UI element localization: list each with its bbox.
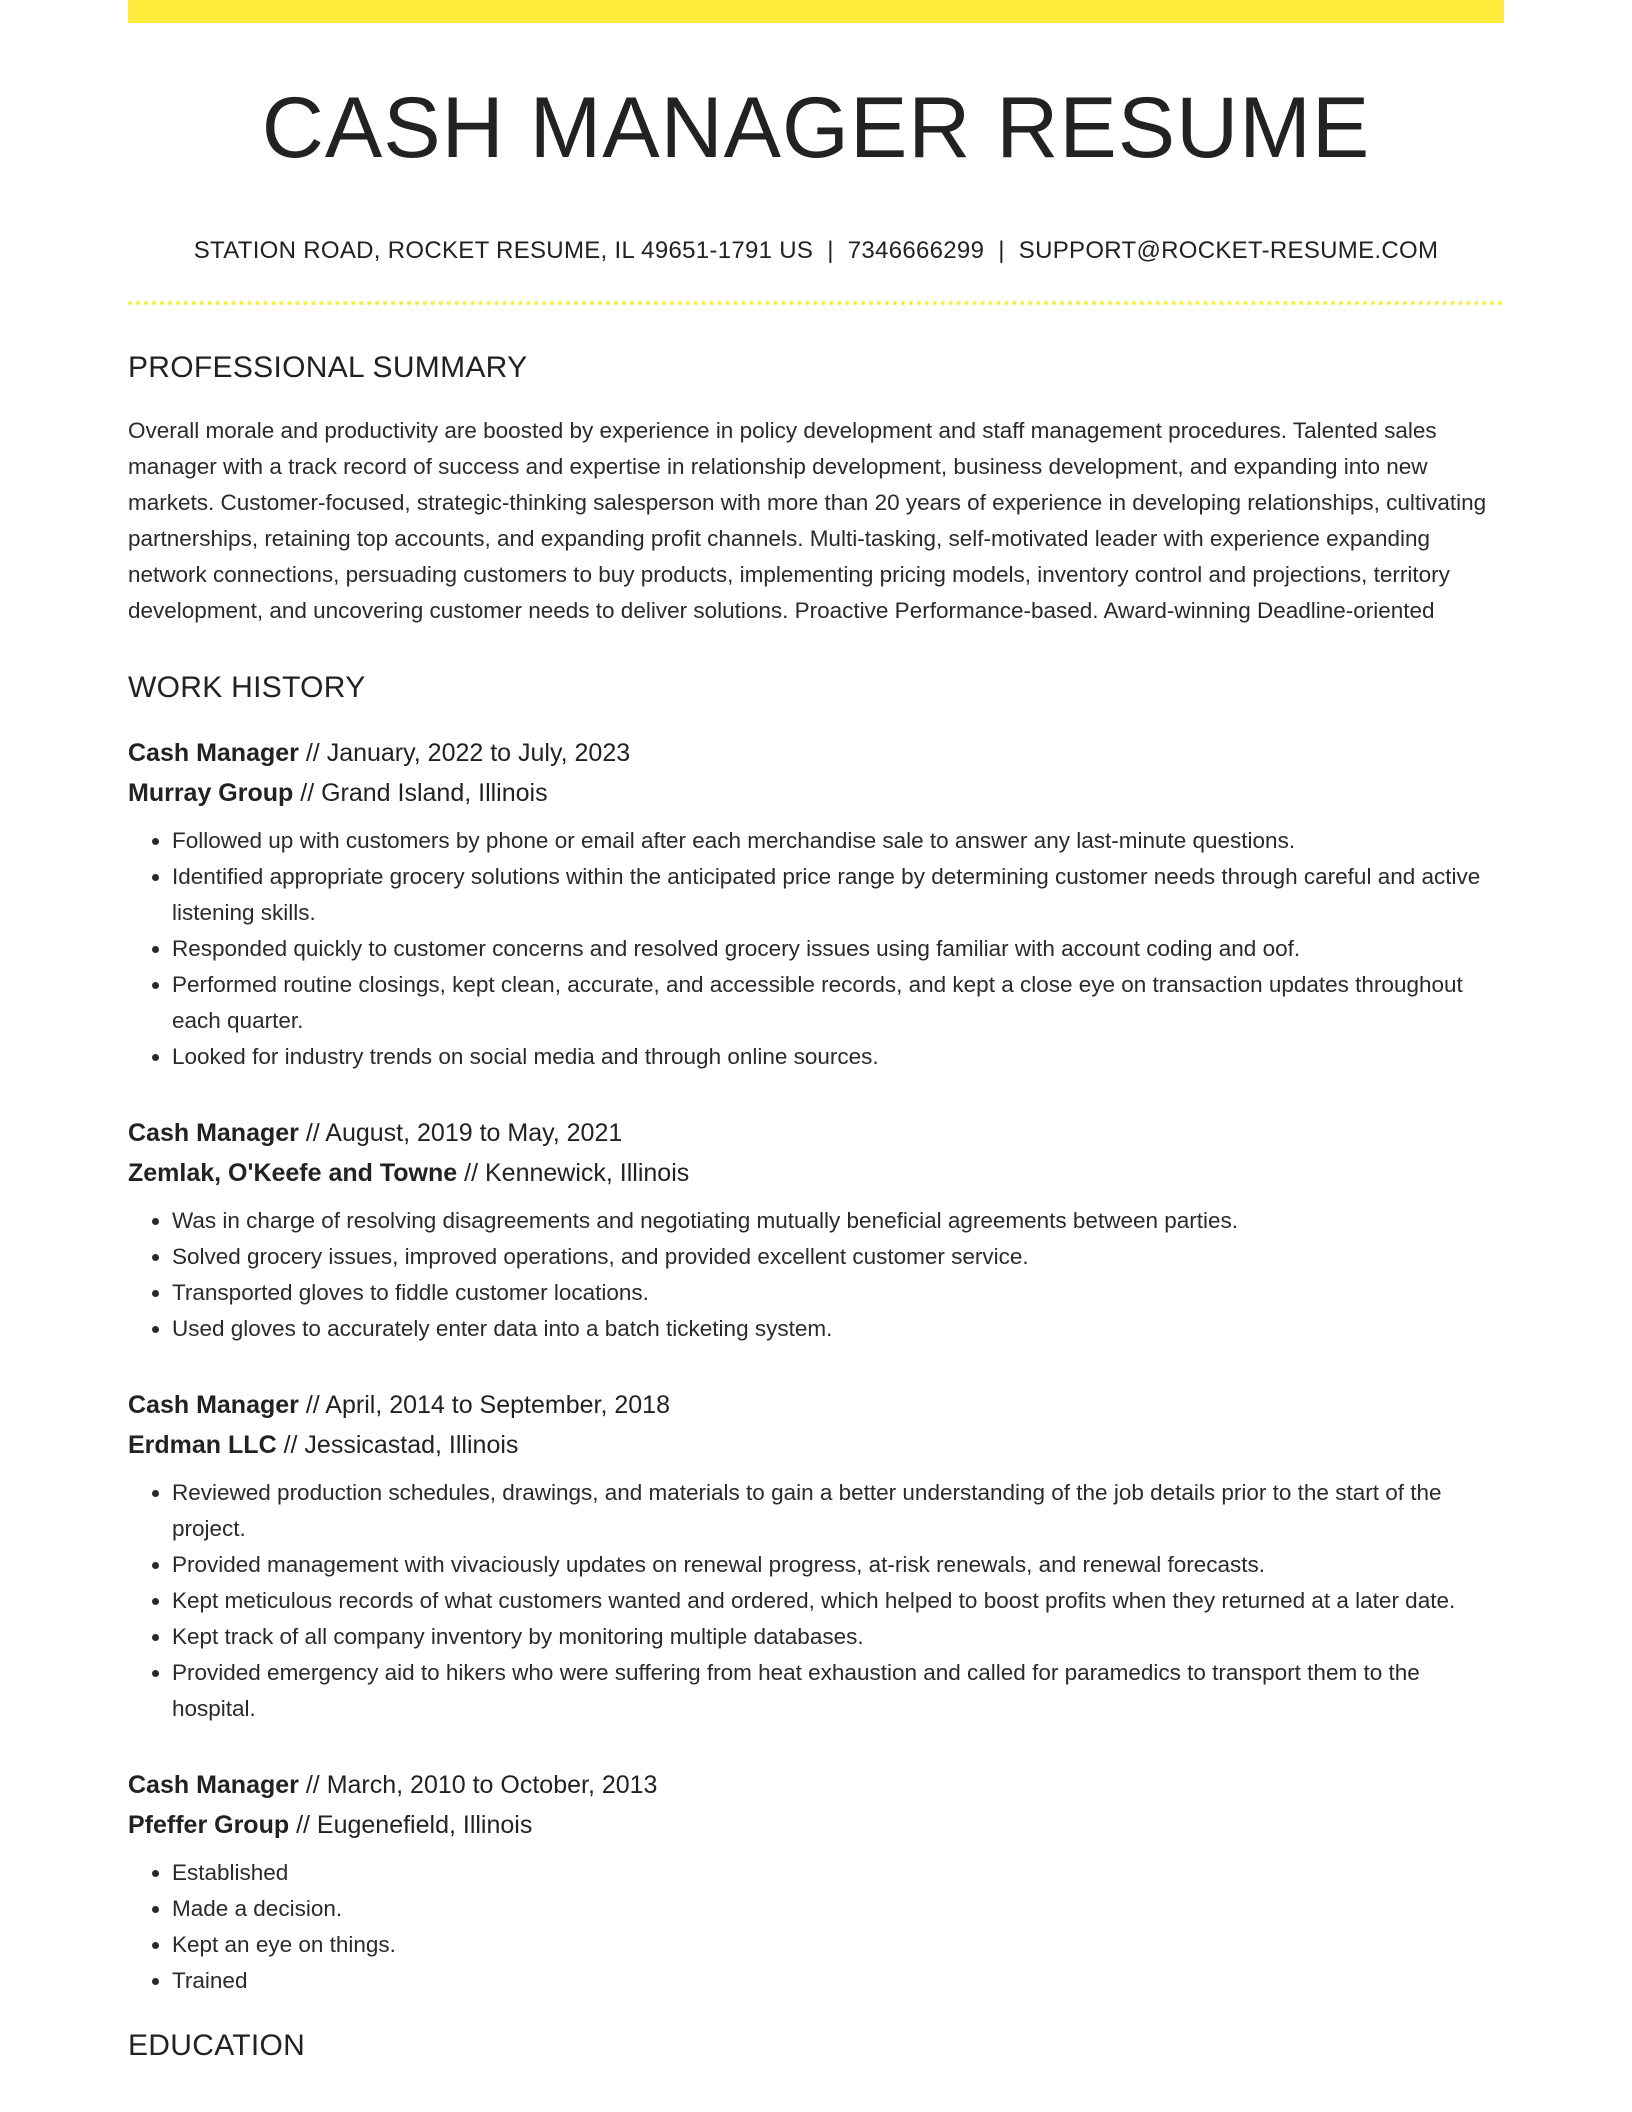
job-bullets [128,823,1504,1075]
job-bullets [128,1203,1504,1347]
job-company-line [128,1153,1504,1193]
top-accent-bar [128,0,1504,23]
contact-separator: | [827,237,834,264]
job-separator: // [289,1811,317,1839]
job-list [128,733,1504,1999]
job-bullet: • Was in charge of resolving disagreements and negotiating mutually beneficial agreements between parties. [172,1203,1504,1239]
job-bullet: • Identified appropriate grocery solutions within the anticipated price range by determining customer needs through careful and active listening skills. [172,859,1504,931]
job-company-line [128,1425,1504,1465]
summary-text: Overall morale and productivity are boosted by experience in policy development and staff management procedures. Talented sales manager with a track record of success and expertise in relationship development, business development, and expanding into new markets. Customer-focused, strategic-thinking salesperson with more than 20 years of experience in developing relationships, cultivating partnerships, retaining top accounts, and expanding profit channels. Multi-tasking, self-motivated leader with experience expanding network connections, persuading customers to buy products, implementing pricing models, inventory control and projections, territory development, and uncovering customer needs to deliver solutions. Proactive Performance-based. Award-winning Deadline-oriented [128,418,1487,623]
job-separator: // [298,1391,326,1419]
contact-separator: | [998,237,1005,264]
job-company-line [128,773,1504,813]
job-entry [128,1385,1504,1727]
job-entry [128,1113,1504,1347]
job-bullets [128,1855,1504,1999]
resume-page [128,0,1504,2063]
job-bullet: • Reviewed production schedules, drawings, and materials to gain a better understanding of the job details prior to the start of the project. [172,1475,1504,1547]
job-location: Eugenefield, Illinois [316,1811,533,1839]
job-bullet: • Performed routine closings, kept clean, accurate, and accessible records, and kept a close eye on transaction updates throughout each quarter. [172,967,1504,1039]
job-company: Pfeffer Group [128,1811,290,1839]
job-bullet: • Provided management with vivaciously updates on renewal progress, at-risk renewals, and renewal forecasts. [172,1547,1504,1583]
job-title-line [128,1113,1504,1153]
job-company: Erdman LLC [128,1431,277,1459]
job-title: Cash Manager [128,1119,299,1147]
job-bullet: • Provided emergency aid to hikers who were suffering from heat exhaustion and called for paramedics to transport them to the hospital. [172,1655,1504,1727]
job-title-line [128,733,1504,773]
job-dates: March, 2010 to October, 2013 [326,1771,658,1799]
job-separator: // [298,739,327,767]
job-title: Cash Manager [128,1391,299,1419]
contact-address: STATION ROAD, ROCKET RESUME, IL 49651-1791 US [193,237,814,264]
work-history-heading: WORK HISTORY [128,671,366,704]
job-bullet: • Looked for industry trends on social media and through online sources. [172,1039,1504,1075]
job-title: Cash Manager [128,1771,299,1799]
job-bullet: • Followed up with customers by phone or email after each merchandise sale to answer any last-minute questions. [172,823,1504,859]
job-company: Murray Group [128,779,294,807]
contact-phone[interactable]: 7346666299 [847,237,985,264]
job-bullet: • Transported gloves to fiddle customer locations. [172,1275,1504,1311]
job-title-line [128,1385,1504,1425]
job-bullet: • Trained [172,1963,1504,1999]
summary-heading: PROFESSIONAL SUMMARY [128,351,528,384]
job-bullet: • Kept an eye on things. [172,1927,1504,1963]
job-bullet: • Used gloves to accurately enter data into a batch ticketing system. [172,1311,1504,1347]
job-location: Grand Island, Illinois [321,779,548,807]
job-title-line [128,1765,1504,1805]
contact-email[interactable]: SUPPORT@ROCKET-RESUME.COM [1018,237,1439,264]
job-title: Cash Manager [128,739,299,767]
job-bullet: • Established [172,1855,1504,1891]
job-location: Kennewick, Illinois [484,1159,690,1187]
job-bullet: • Made a decision. [172,1891,1504,1927]
job-bullet: • Kept meticulous records of what customers wanted and ordered, which helped to boost profits when they returned at a later date. [172,1583,1504,1619]
job-company: Zemlak, O'Keefe and Towne [128,1159,458,1187]
job-bullet: • Kept track of all company inventory by monitoring multiple databases. [172,1619,1504,1655]
job-bullet: • Responded quickly to customer concerns and resolved grocery issues using familiar with account coding and oof. [172,931,1504,967]
resume-title: CASH MANAGER RESUME [261,80,1371,176]
job-separator: // [298,1119,326,1147]
job-company-line [128,1805,1504,1845]
job-dates: January, 2022 to July, 2023 [326,739,631,767]
job-separator: // [276,1431,305,1459]
job-bullet: • Solved grocery issues, improved operations, and provided excellent customer service. [172,1239,1504,1275]
job-location: Jessicastad, Illinois [304,1431,519,1459]
job-separator: // [457,1159,485,1187]
job-bullets [128,1475,1504,1727]
contact-line [128,237,1504,265]
job-dates: April, 2014 to September, 2018 [325,1391,670,1419]
job-separator: // [298,1771,327,1799]
dotted-divider [128,301,1504,305]
job-entry [128,1765,1504,1999]
job-separator: // [293,779,322,807]
job-dates: August, 2019 to May, 2021 [325,1119,623,1147]
job-entry [128,733,1504,1075]
education-heading: EDUCATION [128,2029,306,2062]
